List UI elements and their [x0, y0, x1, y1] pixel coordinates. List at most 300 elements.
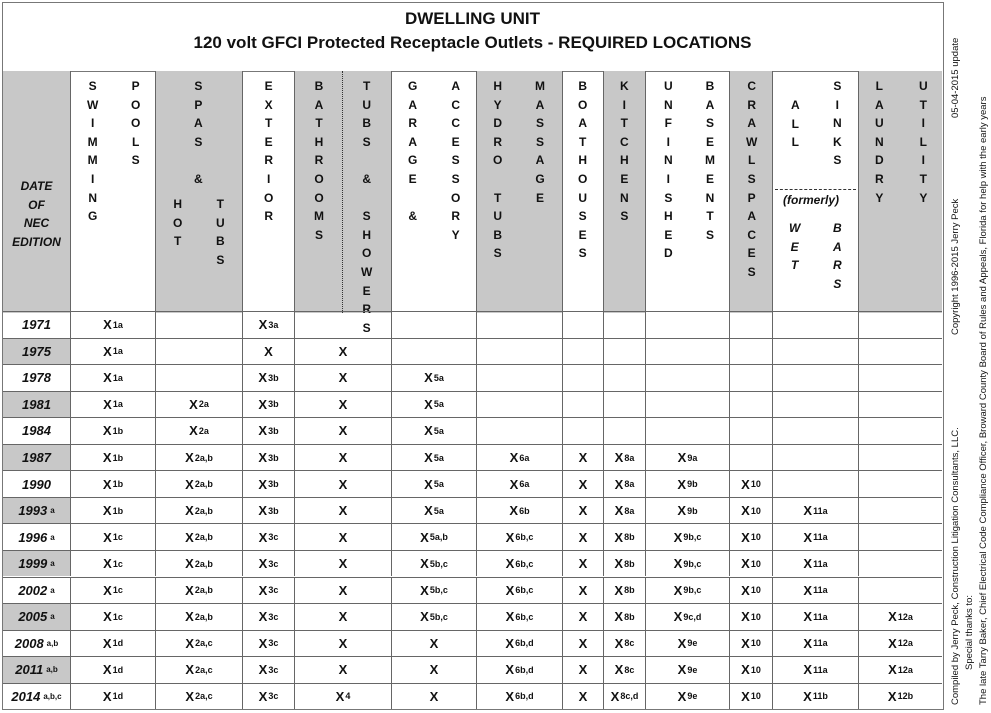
requirement-cell-garage	[392, 604, 477, 630]
footnote-ref: 9b	[687, 479, 698, 490]
requirement-cell-garage	[392, 339, 477, 365]
requirement-cell-sinks	[773, 657, 859, 683]
requirement-cell-kitchens	[604, 445, 646, 471]
footnote-ref: 1a	[112, 319, 123, 330]
required-mark: X	[803, 503, 813, 519]
requirement-cell-exterior	[243, 684, 295, 710]
required-mark: X	[103, 529, 112, 545]
requirement-cell-spas	[156, 471, 243, 497]
footnote-ref: 5b,c	[429, 558, 448, 569]
required-mark: X	[677, 450, 687, 465]
requirement-cell-basements	[646, 604, 730, 630]
required-mark: X	[185, 476, 194, 492]
footnote-ref: 2a,c	[195, 638, 213, 649]
required-mark: X	[264, 343, 273, 359]
footnote-ref: 8c,d	[620, 691, 639, 702]
requirement-cell-laundry	[859, 312, 942, 338]
required-mark: X	[335, 688, 345, 704]
year-text: 1975	[22, 343, 51, 359]
requirement-cell-exterior	[243, 578, 295, 604]
thanks-label: Special thanks to:	[964, 595, 975, 670]
required-mark: X	[420, 529, 429, 545]
required-mark: X	[677, 635, 687, 651]
requirement-cell-boathouses	[563, 339, 604, 365]
footnote-ref: 3c	[268, 664, 279, 675]
requirement-cell-pools	[71, 445, 156, 471]
requirement-cell-kitchens	[604, 524, 646, 550]
requirement-cell-sinks	[773, 365, 859, 391]
edition-year	[3, 631, 71, 657]
requirement-cell-basements	[646, 657, 730, 683]
required-mark: X	[803, 556, 813, 572]
year-text: 2011	[15, 662, 44, 678]
header-crawlspaces	[730, 71, 773, 313]
footnote-ref: 3c	[268, 611, 279, 622]
date-header-line: DATE	[20, 179, 53, 193]
table-row	[3, 523, 942, 550]
required-mark: X	[102, 503, 112, 519]
footnote-ref: 6b,d	[515, 664, 534, 675]
footnote-ref: 1a	[112, 346, 123, 357]
required-mark: X	[338, 450, 348, 465]
requirement-cell-spas	[156, 392, 243, 418]
requirement-cell-hydro	[477, 365, 563, 391]
footnote-ref: 8b	[624, 611, 635, 622]
footnote-ref: 6b,c	[515, 585, 534, 596]
footnote-ref: 11a	[813, 558, 828, 569]
footnote-ref: 10	[750, 505, 761, 516]
required-mark: X	[258, 476, 268, 492]
requirement-cell-garage	[392, 365, 477, 391]
requirement-cell-laundry	[859, 631, 942, 657]
footnote-ref: 3b	[268, 479, 279, 490]
header-date	[3, 71, 71, 313]
requirement-cell-exterior	[243, 445, 295, 471]
footnote-ref: 5b,c	[429, 585, 448, 596]
footnote-ref: 6a	[519, 479, 530, 490]
footnote-ref: 3b	[268, 399, 279, 410]
requirement-cell-boathouses	[563, 365, 604, 391]
requirement-cell-crawlspaces	[730, 684, 773, 710]
requirement-cell-laundry	[859, 392, 942, 418]
footnote-ref: 9b	[687, 505, 698, 516]
vtext: K I T C H E N S	[620, 79, 629, 224]
requirement-cell-basements	[646, 551, 730, 577]
gfci-table	[2, 2, 944, 710]
requirement-cell-pools	[71, 604, 156, 630]
footnote-ref: 1d	[112, 638, 124, 649]
required-mark: X	[888, 635, 897, 651]
requirement-cell-bathrooms	[295, 524, 392, 550]
year-text: 1978	[22, 370, 51, 386]
footnote-ref: 1c	[112, 585, 123, 596]
vtext: B A T H R O O M S	[314, 79, 324, 242]
vtext: B O A T H O U S E S	[578, 79, 588, 261]
requirement-cell-hydro	[477, 578, 563, 604]
table-row	[3, 497, 942, 524]
footnote-ref: 9e	[687, 691, 698, 702]
vtext: A C C E S S O R Y	[451, 79, 461, 242]
requirement-cell-crawlspaces	[730, 312, 773, 338]
footnote-ref: 9b,c	[683, 532, 702, 543]
required-mark: X	[185, 582, 194, 598]
required-mark: X	[677, 688, 687, 704]
required-mark: X	[420, 609, 429, 625]
required-mark: X	[185, 503, 194, 519]
requirement-cell-boathouses	[563, 498, 604, 524]
requirement-cell-crawlspaces	[730, 392, 773, 418]
table-row	[3, 364, 942, 391]
header-kitchens	[604, 71, 646, 313]
required-mark: X	[888, 609, 897, 625]
footnote-ref: 5a	[433, 425, 444, 436]
required-mark: X	[189, 423, 198, 439]
required-mark: X	[103, 370, 112, 386]
vtext: C R A W L S P A C E S	[746, 79, 758, 279]
footnote-ref: 6b,d	[515, 691, 534, 702]
edition-year	[3, 578, 71, 604]
footnote-ref: 3b	[268, 452, 279, 463]
footnote-ref: 2a,b	[194, 532, 213, 543]
footnote-ref: 9a	[687, 452, 698, 463]
year-text: 1993	[18, 503, 48, 519]
year-footnote: a,b	[46, 638, 59, 648]
footnote-ref: 8c	[624, 638, 635, 649]
footnote-ref: 9b,c	[683, 558, 702, 569]
requirement-cell-boathouses	[563, 657, 604, 683]
footnote-ref: 5b,c	[429, 611, 448, 622]
required-mark: X	[258, 396, 268, 412]
footnote-ref: 3b	[268, 425, 279, 436]
required-mark: X	[338, 423, 348, 439]
footnote-ref: 5a	[433, 372, 444, 383]
required-mark: X	[673, 556, 683, 572]
requirement-cell-laundry	[859, 498, 942, 524]
required-mark: X	[189, 396, 198, 412]
requirement-cell-sinks	[773, 578, 859, 604]
edition-year	[3, 524, 71, 550]
requirement-cell-basements	[646, 524, 730, 550]
required-mark: X	[338, 662, 348, 678]
footnote-ref: 12a	[897, 638, 913, 649]
footnote-ref: 3c	[268, 638, 279, 649]
requirement-cell-sinks	[773, 445, 859, 471]
requirement-cell-crawlspaces	[730, 471, 773, 497]
footnote-ref: 6b	[519, 505, 530, 516]
year-text: 1999	[18, 556, 48, 572]
vtext: T U B S	[216, 197, 225, 267]
required-mark: X	[614, 556, 624, 572]
vtext: S W I M M I N G	[87, 79, 99, 224]
required-mark: X	[673, 582, 683, 598]
requirement-cell-pools	[71, 418, 156, 444]
requirement-cell-pools	[71, 312, 156, 338]
required-mark: X	[338, 529, 348, 545]
required-mark: X	[578, 635, 588, 651]
requirement-cell-garage	[392, 684, 477, 710]
required-mark: X	[578, 476, 588, 492]
date-header-line: NEC	[23, 216, 50, 231]
header-boathouses	[563, 71, 604, 313]
requirement-cell-basements	[646, 445, 730, 471]
requirement-cell-pools	[71, 684, 156, 710]
requirement-cell-bathrooms	[295, 498, 392, 524]
requirement-cell-hydro	[477, 524, 563, 550]
requirement-cell-bathrooms	[295, 578, 392, 604]
footnote-ref: 5a	[433, 479, 444, 490]
requirement-cell-garage	[392, 445, 477, 471]
requirement-cell-sinks	[773, 471, 859, 497]
year-text: 2014	[11, 688, 41, 704]
footnote-ref: 3b	[268, 372, 279, 383]
required-mark: X	[505, 529, 515, 545]
requirement-cell-sinks	[773, 604, 859, 630]
footnote-ref: 8b	[624, 532, 635, 543]
footnote-ref: 10	[750, 479, 761, 490]
required-mark: X	[803, 529, 813, 545]
required-mark: X	[614, 450, 624, 465]
requirement-cell-crawlspaces	[730, 339, 773, 365]
requirement-cell-bathrooms	[295, 445, 392, 471]
requirement-cell-laundry	[859, 339, 942, 365]
edition-year	[3, 604, 71, 630]
requirement-cell-pools	[71, 578, 156, 604]
requirement-cell-garage	[392, 657, 477, 683]
required-mark: X	[614, 503, 624, 519]
required-mark: X	[677, 476, 687, 492]
table-row	[3, 577, 942, 604]
requirement-cell-garage	[392, 471, 477, 497]
required-mark: X	[424, 370, 433, 386]
edition-year	[3, 684, 71, 710]
requirement-cell-sinks	[773, 392, 859, 418]
footnote-ref: 2a,b	[194, 585, 213, 596]
vtext: L A U N D R Y	[875, 79, 884, 205]
required-mark: X	[578, 450, 588, 465]
requirement-cell-garage	[392, 312, 477, 338]
required-mark: X	[677, 503, 687, 519]
table-row	[3, 338, 942, 365]
requirement-cell-exterior	[243, 498, 295, 524]
required-mark: X	[424, 450, 433, 465]
required-mark: X	[102, 635, 112, 651]
requirement-cell-kitchens	[604, 392, 646, 418]
requirement-cell-hydro	[477, 418, 563, 444]
requirement-cell-hydro	[477, 339, 563, 365]
required-mark: X	[258, 582, 268, 598]
requirement-cell-laundry	[859, 445, 942, 471]
requirement-cell-spas	[156, 604, 243, 630]
requirement-cell-hydro	[477, 551, 563, 577]
table-row	[3, 656, 942, 683]
requirement-cell-crawlspaces	[730, 578, 773, 604]
compiled-note: Compiled by Jerry Peck, Construction Litigation Consultants, LLC.	[950, 427, 961, 705]
required-mark: X	[673, 609, 683, 625]
requirement-cell-sinks	[773, 631, 859, 657]
requirement-cell-crawlspaces	[730, 657, 773, 683]
required-mark: X	[429, 635, 439, 651]
requirement-cell-crawlspaces	[730, 631, 773, 657]
required-mark: X	[803, 688, 812, 704]
table-row	[3, 603, 942, 630]
header-all-sinks	[773, 71, 859, 313]
required-mark: X	[741, 662, 750, 678]
requirement-cell-sinks	[773, 684, 859, 710]
requirement-cell-kitchens	[604, 471, 646, 497]
formerly-label: (formerly)	[783, 193, 840, 207]
requirement-cell-bathrooms	[295, 684, 392, 710]
footnote-ref: 2a,b	[194, 611, 213, 622]
required-mark: X	[509, 503, 519, 519]
header-hydro-massage	[477, 71, 563, 313]
requirement-cell-kitchens	[604, 551, 646, 577]
requirement-cell-bathrooms	[295, 339, 392, 365]
vtext: U T I L I T Y	[919, 79, 928, 205]
header-swimming-pools	[71, 71, 156, 313]
footnote-ref: 9e	[687, 664, 698, 675]
footnote-ref: 10	[750, 664, 761, 675]
required-mark: X	[103, 556, 112, 572]
year-text: 1984	[22, 423, 51, 439]
header-laundry-utility	[859, 71, 942, 313]
year-footnote: a	[50, 506, 55, 516]
vtext: H Y D R O T U B S	[493, 79, 503, 261]
requirement-cell-hydro	[477, 445, 563, 471]
footnote-ref: 8a	[624, 479, 635, 490]
required-mark: X	[614, 529, 624, 545]
required-mark: X	[185, 662, 195, 678]
requirement-cell-spas	[156, 657, 243, 683]
copyright-note: Copyright 1996-2015 Jerry Peck	[950, 198, 961, 335]
footnote-ref: 8b	[624, 558, 635, 569]
required-mark: X	[610, 688, 620, 704]
requirement-cell-spas	[156, 551, 243, 577]
edition-year	[3, 418, 71, 444]
vtext: G A R A G E &	[408, 79, 418, 224]
requirement-cell-crawlspaces	[730, 498, 773, 524]
required-mark: X	[258, 688, 268, 704]
requirement-cell-pools	[71, 551, 156, 577]
required-mark: X	[888, 662, 897, 678]
requirement-cell-spas	[156, 578, 243, 604]
required-mark: X	[741, 476, 750, 492]
required-mark: X	[258, 635, 268, 651]
footnote-ref: 2a,b	[194, 558, 213, 569]
required-mark: X	[509, 450, 519, 465]
requirement-cell-laundry	[859, 578, 942, 604]
requirement-cell-exterior	[243, 471, 295, 497]
vtext: P O O L S	[131, 79, 141, 168]
requirement-cell-hydro	[477, 498, 563, 524]
title-line-2: 120 volt GFCI Protected Receptacle Outlets - REQUIRED LOCATIONS	[193, 33, 752, 52]
requirement-cell-basements	[646, 471, 730, 497]
required-mark: X	[578, 529, 588, 545]
requirement-cell-pools	[71, 498, 156, 524]
date-header-label	[3, 177, 70, 251]
requirement-cell-boathouses	[563, 312, 604, 338]
requirement-cell-boathouses	[563, 631, 604, 657]
requirement-cell-basements	[646, 578, 730, 604]
edition-year	[3, 445, 71, 471]
requirement-cell-exterior	[243, 365, 295, 391]
requirement-cell-kitchens	[604, 631, 646, 657]
requirement-cell-exterior	[243, 551, 295, 577]
dashed-divider	[775, 189, 856, 190]
required-mark: X	[741, 609, 750, 625]
required-mark: X	[103, 343, 112, 359]
table-row	[3, 417, 942, 444]
required-mark: X	[102, 423, 112, 439]
footnote-ref: 1a	[112, 399, 123, 410]
footnote-ref: 3c	[268, 558, 279, 569]
footnote-ref: 10	[750, 532, 761, 543]
footnote-ref: 1b	[112, 505, 124, 516]
footnote-ref: 2a,c	[195, 664, 213, 675]
vtext: U N F I N I S H E D	[664, 79, 673, 261]
table-row	[3, 470, 942, 497]
requirement-cell-sinks	[773, 551, 859, 577]
required-mark: X	[614, 609, 624, 625]
requirement-cell-hydro	[477, 657, 563, 683]
requirement-cell-pools	[71, 365, 156, 391]
requirement-cell-boathouses	[563, 418, 604, 444]
required-mark: X	[258, 556, 268, 572]
required-mark: X	[741, 556, 750, 572]
requirement-cell-bathrooms	[295, 631, 392, 657]
required-mark: X	[614, 635, 624, 651]
required-mark: X	[258, 423, 268, 439]
table-row	[3, 550, 942, 577]
footnote-ref: 11b	[812, 691, 828, 702]
footnote-ref: 6b,c	[515, 558, 534, 569]
year-text: 2005	[18, 609, 48, 625]
vtext: H O T	[173, 197, 183, 249]
footnote-ref: 9c,d	[683, 611, 702, 622]
footnote-ref: 2a,b	[194, 479, 213, 490]
required-mark: X	[102, 476, 112, 492]
required-mark: X	[741, 688, 750, 704]
required-mark: X	[258, 317, 268, 333]
requirement-cell-exterior	[243, 524, 295, 550]
requirement-cell-crawlspaces	[730, 365, 773, 391]
requirement-cell-laundry	[859, 365, 942, 391]
footnote-ref: 1c	[112, 532, 123, 543]
requirement-cell-boathouses	[563, 471, 604, 497]
required-mark: X	[509, 476, 519, 492]
requirement-cell-bathrooms	[295, 312, 392, 338]
required-mark: X	[578, 688, 588, 704]
requirement-cell-spas	[156, 339, 243, 365]
year-text: 1987	[22, 450, 51, 465]
year-footnote: a	[50, 612, 55, 622]
edition-year	[3, 365, 71, 391]
requirement-cell-kitchens	[604, 418, 646, 444]
requirement-cell-garage	[392, 392, 477, 418]
footnote-ref: 1d	[112, 691, 124, 702]
requirement-cell-basements	[646, 684, 730, 710]
required-mark: X	[429, 662, 439, 678]
requirement-cell-boathouses	[563, 604, 604, 630]
footnote-ref: 6b,c	[515, 611, 534, 622]
year-footnote: a	[50, 532, 55, 542]
requirement-cell-laundry	[859, 551, 942, 577]
footnote-ref: 1b	[112, 425, 124, 436]
requirement-cell-exterior	[243, 604, 295, 630]
required-mark: X	[424, 423, 433, 439]
required-mark: X	[803, 635, 813, 651]
requirement-cell-spas	[156, 418, 243, 444]
requirement-cell-hydro	[477, 604, 563, 630]
